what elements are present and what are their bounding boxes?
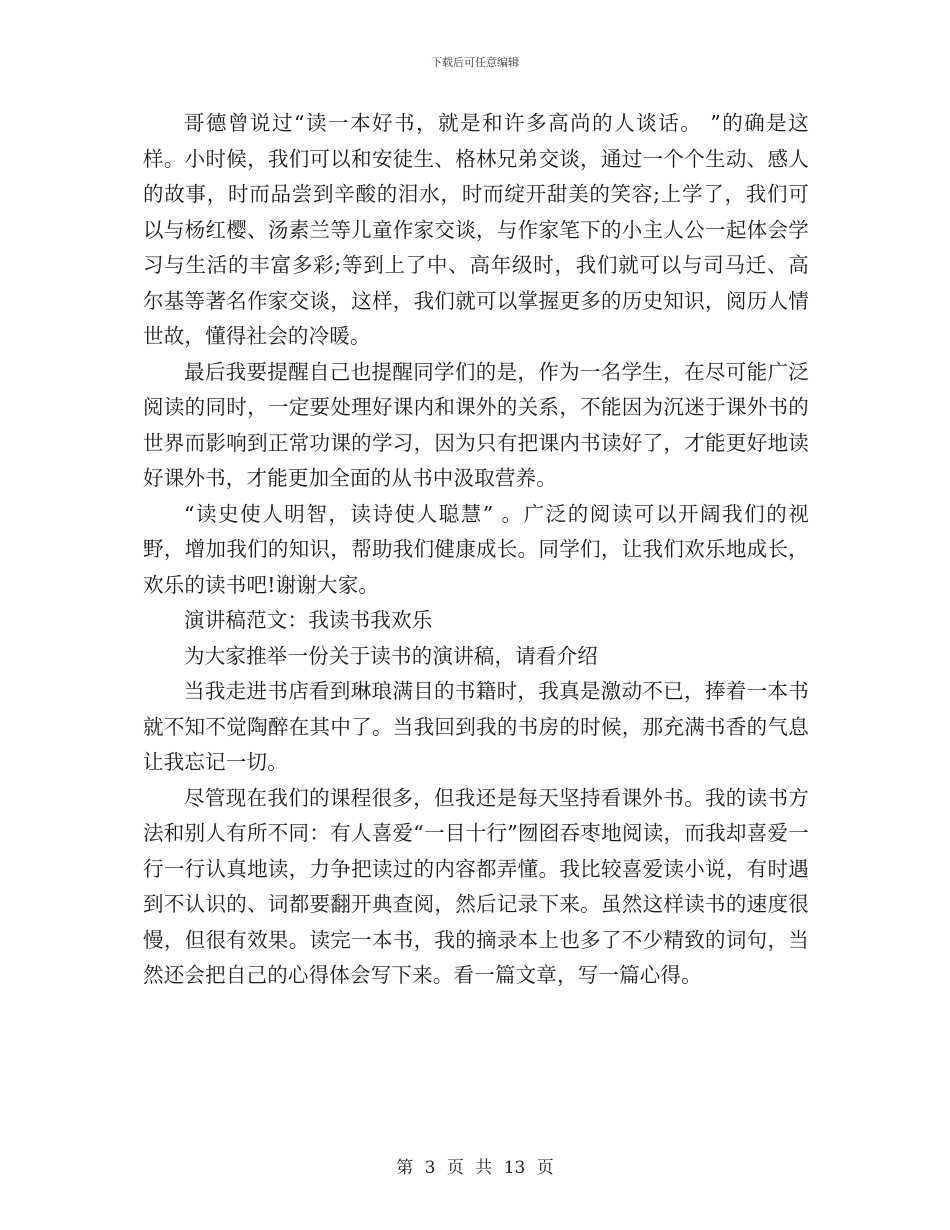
section-intro: 为大家推举一份关于读书的演讲稿，请看介绍 — [184, 643, 598, 668]
header-note: 下载后可任意编辑 — [431, 56, 519, 69]
page-number-footer: 第 3 页 共 13 页 — [396, 1158, 554, 1178]
paragraph-5: 尽管现在我们的课程很多，但我还是每天坚持看课外书。我的读书方法和别人有所不同：有人喜爱“一目十行”囫囵吞枣地阅读，而我却喜爱一行一行认真地读，力争把读过的内容都弄懂。我比较喜爱读小说，有时遇到不认识的、词都要翻开典查阅，然后记录下来。虽然这样读书的速度很慢，但很有效果。读完一本书，我的摘录本上也多了不少精致的词句，当然还会把自己的心得体会写下来。看一篇文章，写一篇心得。 — [143, 785, 809, 987]
article-body — [143, 106, 809, 994]
paragraph-4: 当我走进书店看到琳琅满目的书籍时，我真是激动不已，捧着一本书就不知不觉陶醉在其中了。当我回到我的书房的时候，那充满书香的气息让我忘记一切。 — [143, 679, 809, 774]
paragraph-3: “读史使人明智，读诗使人聪慧” 。广泛的阅读可以开阔我们的视野，增加我们的知识，帮助我们健康成长。同学们，让我们欢乐地成长，欢乐的读书吧!谢谢大家。 — [143, 501, 809, 597]
section-title: 演讲稿范文：我读书我欢乐 — [184, 608, 433, 632]
paragraph-2: 最后我要提醒自己也提醒同学们的是，作为一名学生，在尽可能广泛阅读的同时，一定要处理好课内和课外的关系，不能因为沉迷于课外书的世界而影响到正常功课的学习，因为只有把课内书读好了，才能更好地读好课外书，才能更加全面的从书中汲取营养。 — [143, 359, 809, 490]
paragraph-1: 哥德曾说过“读一本好书，就是和许多高尚的人谈话。 ”的确是这样。小时候，我们可以和安徒生、格林兄弟交谈，通过一个个生动、感人的故事，时而品尝到辛酸的泪水，时而绽开甜美的笑容;上学了，我们可以与杨红樱、汤素兰等儿童作家交谈，与作家笔下的小主人公一起体会学习与生活的丰富多彩;等到上了中、高年级时，我们就可以与司马迁、高尔基等著名作家交谈，这样，我们就可以掌握更多的历史知识，阅历人情世故，懂得社会的冷暖。 — [143, 111, 809, 348]
